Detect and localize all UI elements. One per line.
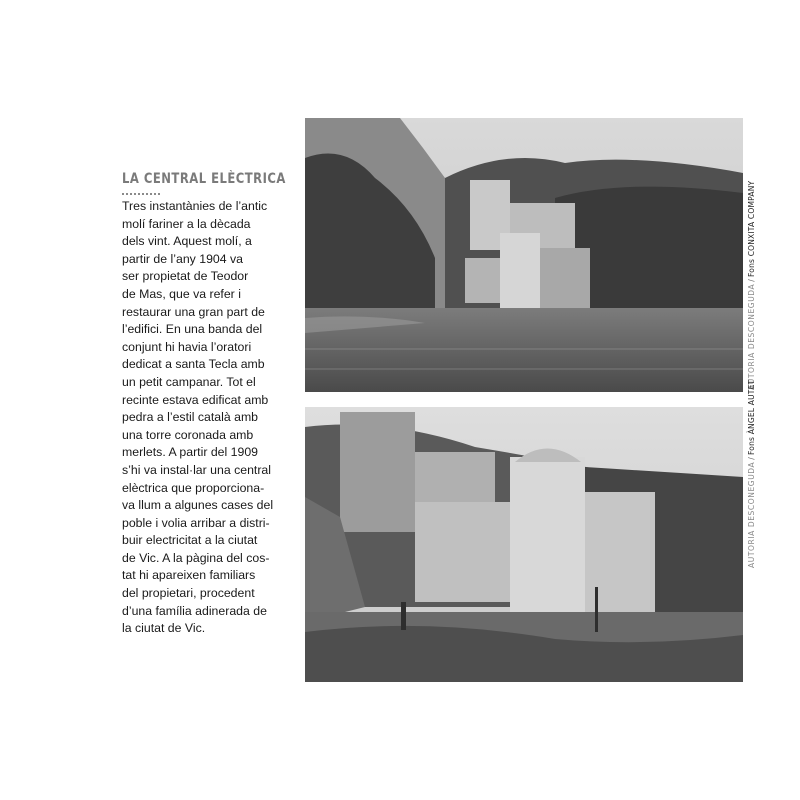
caption-line: ser propietat de Teodor	[122, 269, 249, 284]
caption-line: recinte estava edificat amb	[122, 392, 269, 407]
caption-line: dedicat a santa Tecla amb	[122, 357, 265, 372]
credit-separator: /	[747, 456, 756, 460]
caption-line: dels vint. Aquest molí, a	[122, 234, 252, 249]
photo-credit	[747, 380, 756, 568]
power-station-photo	[305, 407, 743, 682]
caption-text	[122, 198, 272, 638]
caption-line: elèctrica que proporciona-	[122, 480, 265, 495]
caption-line: de Mas, que va refer i	[122, 286, 241, 301]
credit-source: Fons ÀNGEL AUTET	[747, 379, 756, 455]
heading-divider	[122, 193, 160, 195]
caption-line: merlets. A partir del 1909	[122, 445, 259, 460]
caption-line: l’edifici. En una banda del	[122, 322, 263, 337]
caption-line: d’una família adinerada de	[122, 603, 267, 618]
caption-line: Tres instantànies de l’antic	[122, 199, 268, 213]
caption-line: poble i volia arribar a distri-	[122, 515, 270, 530]
mill-lake-photo-placeholder	[305, 118, 743, 392]
photo-credit	[747, 181, 756, 390]
caption-line: pedra a l’estil català amb	[122, 410, 259, 425]
caption-line: restaurar una gran part de	[122, 304, 265, 319]
caption-line: va llum a algunes cases del	[122, 498, 274, 513]
caption-line: la ciutat de Vic.	[122, 621, 206, 636]
credit-source: Fons CONXITA COMPANY	[747, 180, 756, 277]
caption-line: s’hi va instal·lar una central	[122, 462, 271, 477]
caption-line: un petit campanar. Tot el	[122, 374, 256, 389]
caption-line: conjunt hi havia l’oratori	[122, 339, 252, 354]
mill-lake-photo	[305, 118, 743, 392]
caption-line: tat hi apareixen familiars	[122, 568, 256, 583]
power-station-photo-placeholder	[305, 407, 743, 682]
credit-author: AUTORIA DESCONEGUDA	[747, 283, 756, 390]
credit-author: AUTORIA DESCONEGUDA	[747, 461, 756, 568]
caption-line: una torre coronada amb	[122, 427, 254, 442]
caption-line: molí fariner a la dècada	[122, 216, 251, 231]
caption-line: partir de l’any 1904 va	[122, 251, 243, 266]
credit-separator: /	[747, 278, 756, 282]
section-heading: LA CENTRAL ELÈCTRICA	[122, 171, 286, 187]
caption-line: del propietari, procedent	[122, 586, 255, 601]
caption-line: de Vic. A la pàgina del cos-	[122, 550, 270, 565]
caption-line: buir electricitat a la ciutat	[122, 533, 258, 548]
